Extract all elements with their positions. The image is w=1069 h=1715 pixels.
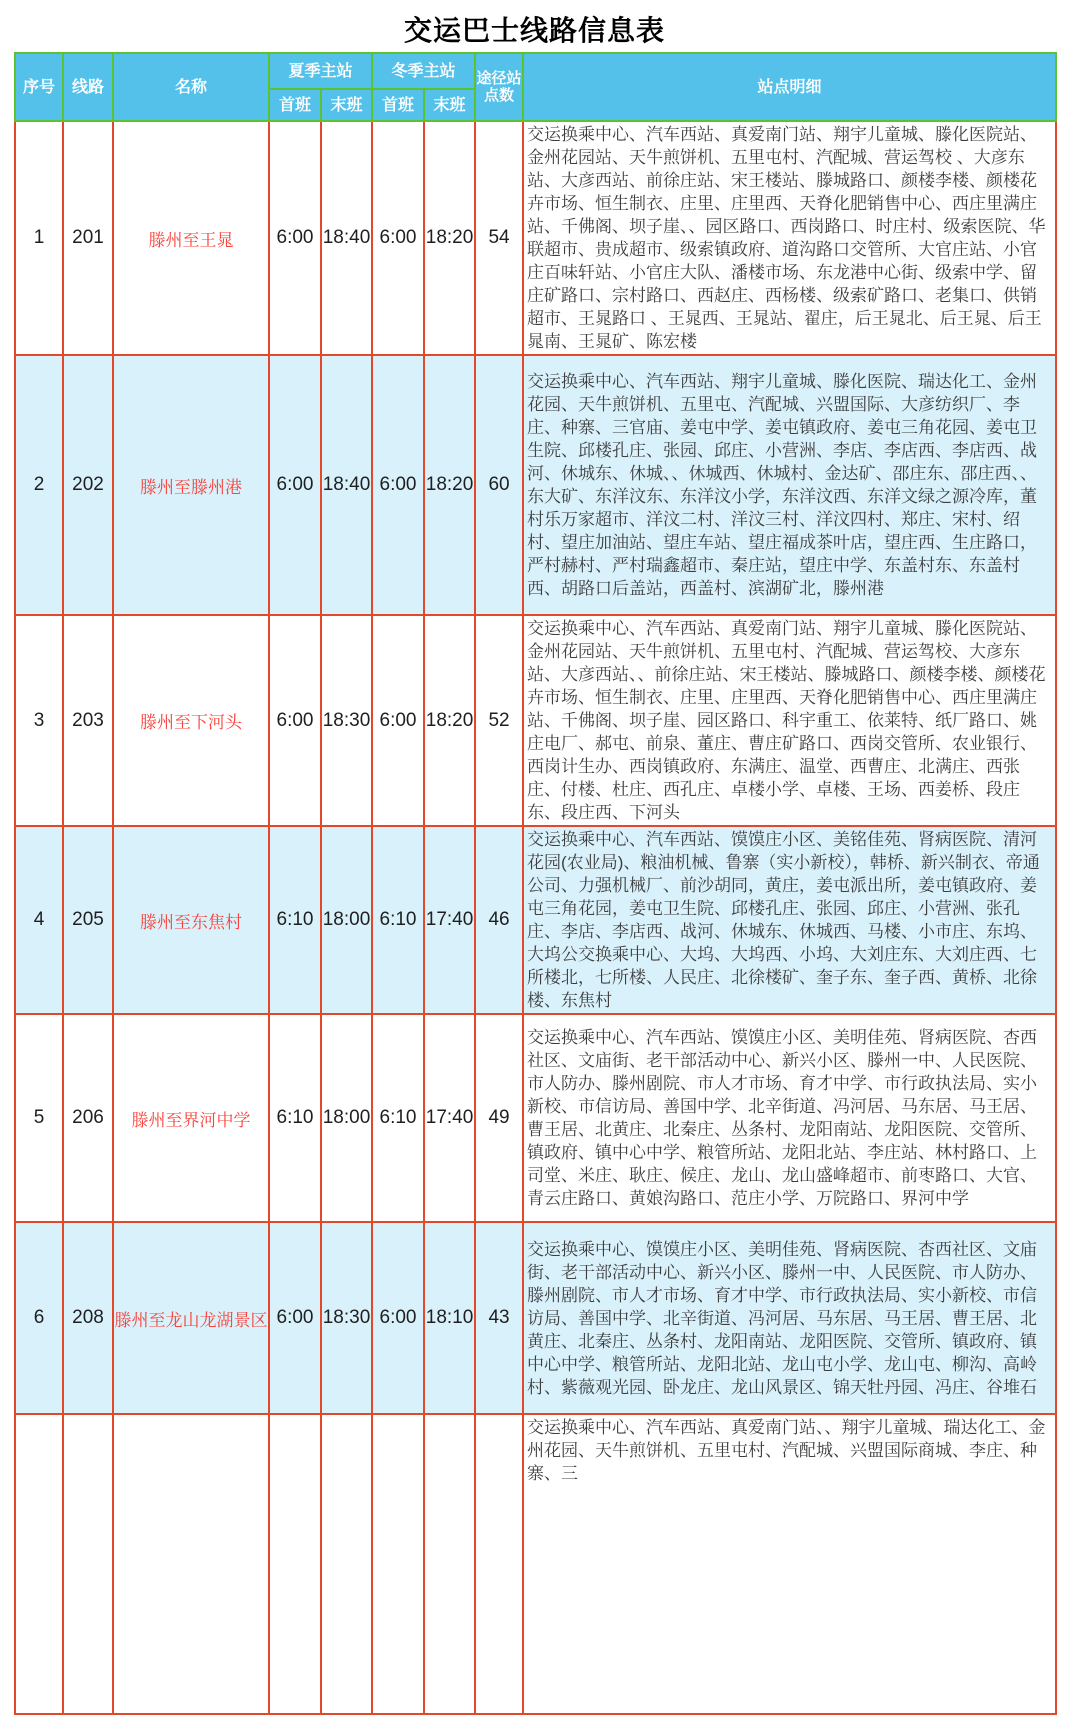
cell-name: 滕州至王晁 [113,121,269,355]
cell-index: 2 [15,355,63,615]
cell-details: 交运换乘中心、汽车西站、真爱南门站、、翔宇儿童城、瑞达化工、金州花园、天牛煎饼机、五里屯村、汽配城、兴盟国际商城、李庄、种寨、三 [523,1414,1056,1714]
table-row [15,1414,1056,1714]
bus-route-table [14,52,1057,1715]
col-header-winter: 冬季主站 [372,53,475,89]
cell-winter-last: 17:40 [424,1014,475,1222]
cell-summer-last [321,1414,372,1714]
cell-winter-first: 6:00 [372,355,424,615]
cell-route: 202 [63,355,113,615]
cell-stops: 49 [475,1014,523,1222]
cell-stops: 54 [475,121,523,355]
cell-winter-first: 6:10 [372,1014,424,1222]
cell-summer-last: 18:00 [321,826,372,1014]
table-row [15,355,1056,615]
cell-route: 205 [63,826,113,1014]
cell-name: 滕州至东焦村 [113,826,269,1014]
cell-winter-last: 18:20 [424,121,475,355]
cell-name: 滕州至滕州港 [113,355,269,615]
cell-route: 201 [63,121,113,355]
cell-details: 交运换乘中心、汽车西站、馍馍庄小区、美铭佳苑、肾病医院、清河花园(农业局)、粮油机械、鲁寨（实小新校），韩桥、新兴制衣、帝通公司、力强机械厂、前沙胡同，黄庄，姜屯派出所，姜屯镇政府、姜屯三角花园，姜屯卫生院、邱楼孔庄、张园、邱庄、小营洲、张孔庄、李店、李店西、战河、休城东、休城西、马楼、小市庄、东坞、大坞公交换乘中心、大坞、大坞西、小坞、大刘庄东、大刘庄西、七所楼北，七所楼、人民庄、北徐楼矿、奎子东、奎子西、黄桥、北徐楼、东焦村 [523,826,1056,1014]
col-header-summer: 夏季主站 [269,53,372,89]
col-header-stops: 途径站点数 [475,53,523,121]
cell-winter-last: 18:10 [424,1222,475,1414]
table-row [15,615,1056,826]
cell-stops: 46 [475,826,523,1014]
cell-route [63,1414,113,1714]
col-header-winter-first: 首班 [372,89,424,121]
cell-summer-first: 6:10 [269,1014,321,1222]
cell-name: 滕州至龙山龙湖景区 [113,1222,269,1414]
table-row [15,1014,1056,1222]
cell-winter-first: 6:00 [372,121,424,355]
cell-summer-last: 18:30 [321,1222,372,1414]
cell-summer-first [269,1414,321,1714]
cell-route: 203 [63,615,113,826]
col-header-route: 线路 [63,53,113,121]
cell-winter-last: 18:20 [424,355,475,615]
table-row [15,826,1056,1014]
col-header-summer-last: 末班 [321,89,372,121]
cell-index: 4 [15,826,63,1014]
cell-summer-first: 6:10 [269,826,321,1014]
col-header-summer-first: 首班 [269,89,321,121]
col-header-index: 序号 [15,53,63,121]
col-header-name: 名称 [113,53,269,121]
cell-index [15,1414,63,1714]
cell-name: 滕州至下河头 [113,615,269,826]
table-row [15,121,1056,355]
cell-winter-last: 17:40 [424,826,475,1014]
cell-stops [475,1414,523,1714]
cell-index: 6 [15,1222,63,1414]
cell-winter-first [372,1414,424,1714]
cell-summer-last: 18:40 [321,121,372,355]
cell-name: 滕州至界河中学 [113,1014,269,1222]
cell-summer-last: 18:30 [321,615,372,826]
cell-winter-last: 18:20 [424,615,475,826]
cell-winter-first: 6:00 [372,1222,424,1414]
cell-summer-first: 6:00 [269,615,321,826]
col-header-winter-last: 末班 [424,89,475,121]
cell-index: 1 [15,121,63,355]
cell-winter-first: 6:00 [372,615,424,826]
page-title: 交运巴士线路信息表 [403,15,665,46]
cell-details: 交运换乘中心、馍馍庄小区、美明佳苑、肾病医院、杏西社区、文庙街、老干部活动中心、新兴小区、滕州一中、人民医院、市人防办、滕州剧院、市人才市场、育才中学、市行政执法局、实小新校、市信访局、善国中学、北辛街道、冯河居、马东居、马王居、曹王居、北黄庄、北秦庄、丛条村、龙阳南站、龙阳医院、交管所、镇政府、镇中心中学、粮管所站、龙阳北站、龙山屯小学、龙山屯、柳沟、高岭村、紫薇观光园、卧龙庄、龙山风景区、锦天牡丹园、冯庄、谷堆石 [523,1222,1056,1414]
cell-details: 交运换乘中心、汽车西站、真爱南门站、翔宇儿童城、滕化医院站、金州花园站、天牛煎饼机、五里屯村、汽配城、营运驾校、大彦东站、大彦西站、、前徐庄站、宋王楼站、滕城路口、颜楼李楼、颜楼花卉市场、恒生制衣、庄里、庄里西、天脊化肥销售中心、西庄里满庄站、千佛阁、坝子崖、园区路口、科宇重工、依莱特、纸厂路口、姚庄电厂、郝屯、前泉、董庄、曹庄矿路口、西岗交管所、农业银行、西岗计生办、西岗镇政府、东满庄、温堂、西曹庄、北满庄、西张庄、付楼、杜庄、西孔庄、卓楼小学、卓楼、王场、西姜桥、段庄东、段庄西、下河头 [523,615,1056,826]
cell-summer-first: 6:00 [269,1222,321,1414]
table-header [15,53,1056,121]
cell-stops: 60 [475,355,523,615]
col-header-details: 站点明细 [523,53,1056,121]
cell-details: 交运换乘中心、汽车西站、馍馍庄小区、美明佳苑、肾病医院、杏西社区、文庙街、老干部活动中心、新兴小区、滕州一中、人民医院、市人防办、滕州剧院、市人才市场、育才中学、市行政执法局、实小新校、市信访局、善国中学、北辛街道、冯河居、马东居、马王居、曹王居、北黄庄、北秦庄、丛条村、龙阳南站、龙阳医院、交管所、镇政府、镇中心中学、粮管所站、龙阳北站、李庄站、林村路口、上司堂、米庄、耿庄、候庄、龙山、龙山盛峰超市、前枣路口、大官、青云庄路口、黄娘沟路口、范庄小学、万院路口、界河中学 [523,1014,1056,1222]
cell-summer-last: 18:00 [321,1014,372,1222]
cell-index: 3 [15,615,63,826]
table-body [15,121,1056,1714]
cell-stops: 43 [475,1222,523,1414]
cell-route: 206 [63,1014,113,1222]
cell-winter-first: 6:10 [372,826,424,1014]
cell-details: 交运换乘中心、汽车西站、真爱南门站、翔宇儿童城、滕化医院站、金州花园站、天牛煎饼机、五里屯村、汽配城、营运驾校 、大彦东站、大彦西站、前徐庄站、宋王楼站、滕城路口、颜楼李楼、颜楼花卉市场、恒生制衣、庄里、庄里西、天脊化肥销售中心、西庄里满庄站、千佛阁、坝子崖、、园区路口、西岗路口、时庄村、级索医院、华联超市、贵成超市、级索镇政府、道沟路口交管所、大官庄站、小官庄百味轩站、小官庄大队、潘楼市场、东龙港中心街、级索中学、留庄矿路口、宗村路口、西赵庄、西杨楼、级索矿路口、老集口、供销超市、王晁路口 、王晁西、王晁站、翟庄，后王晁北、后王晁、后王晁南、王晁矿、陈宏楼 [523,121,1056,355]
cell-winter-last [424,1414,475,1714]
cell-stops: 52 [475,615,523,826]
cell-summer-first: 6:00 [269,355,321,615]
table-row [15,1222,1056,1414]
cell-summer-first: 6:00 [269,121,321,355]
cell-details: 交运换乘中心、汽车西站、翔宇儿童城、滕化医院、瑞达化工、金州花园、天牛煎饼机、五里屯、汽配城、兴盟国际、大彦纺织厂、李庄、种寨、三官庙、姜屯中学、姜屯镇政府、姜屯三角花园、姜屯卫生院、邱楼孔庄、张园、邱庄、小营洲、李店、李店西、李店西、战河、休城东、休城、、休城西、休城村、金达矿、邵庄东、邵庄西、、东大矿、东洋汶东、东洋汶小学，东洋汶西、东洋文绿之源冷库，董村乐万家超市、洋汶二村、洋汶三村、洋汶四村、郑庄、宋村、绍村、望庄加油站、望庄车站、望庄福成茶叶店，望庄西、生庄路口，严村赫村、严村瑞鑫超市、秦庄站，望庄中学、东盖村东、东盖村西、胡路口后盖站，西盖村、滨湖矿北，滕州港 [523,355,1056,615]
cell-route: 208 [63,1222,113,1414]
cell-summer-last: 18:40 [321,355,372,615]
cell-index: 5 [15,1014,63,1222]
cell-name [113,1414,269,1714]
